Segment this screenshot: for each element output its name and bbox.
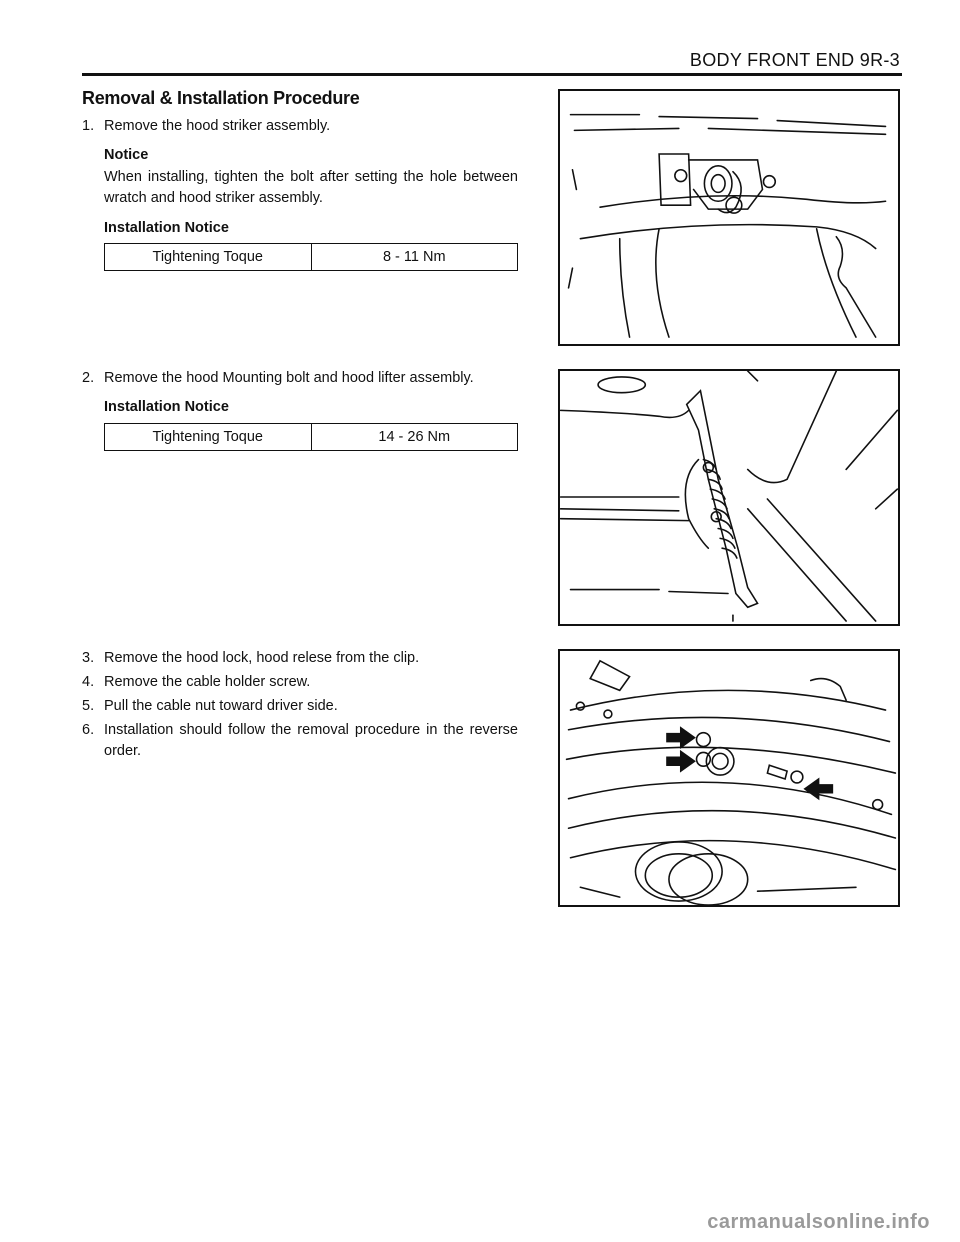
step-2 (82, 368, 518, 389)
installation-notice-label: Installation Notice (104, 220, 229, 236)
step-number: 4. (82, 674, 95, 690)
step-1 (82, 116, 518, 137)
installation-notice-label: Installation Notice (104, 399, 229, 415)
header-rule (82, 73, 902, 76)
step-number: 2. (82, 370, 95, 386)
step-number: 3. (82, 650, 95, 666)
table-row (105, 424, 518, 451)
step-4 (82, 672, 518, 693)
step-text: Pull the cable nut toward driver side. (104, 698, 338, 714)
step-text: Remove the hood Mounting bolt and hood lifter assembly. (104, 370, 474, 386)
spec-label-cell: Tightening Toque (105, 424, 312, 451)
figure-hood-striker (558, 89, 900, 346)
table-row (105, 244, 518, 271)
notice-text: When installing, tighten the bolt after setting the hole between wratch and hood striker assembly. (104, 169, 518, 206)
spec-table (104, 423, 518, 451)
step-5 (82, 696, 518, 717)
step-text: Remove the hood lock, hood relese from the clip. (104, 650, 420, 666)
step-3 (82, 648, 518, 669)
step-text: Installation should follow the removal procedure in the reverse order. (104, 722, 518, 759)
hood-lifter-spring-illustration-icon (560, 371, 898, 624)
figure-hood-lock (558, 649, 900, 907)
step-text: Remove the hood striker assembly. (104, 118, 331, 134)
spec-label-cell: Tightening Toque (105, 244, 312, 271)
spec-value-cell: 8 - 11 Nm (311, 244, 518, 271)
step-number: 5. (82, 698, 95, 714)
hood-striker-illustration-icon (560, 91, 898, 344)
page-header-title: BODY FRONT END 9R-3 (689, 50, 900, 70)
spec-value-cell: 14 - 26 Nm (311, 424, 518, 451)
step-text: Remove the cable holder screw. (104, 674, 311, 690)
step-number: 6. (82, 722, 95, 738)
notice-label: Notice (104, 147, 149, 163)
step-6 (82, 720, 518, 762)
hood-lock-arrows-illustration-icon (560, 651, 898, 905)
step-number: 1. (82, 118, 95, 134)
spec-table (104, 243, 518, 271)
watermark: carmanualsonline.info (707, 1211, 930, 1233)
section-title: Removal & Installation Procedure (82, 88, 360, 108)
figure-hood-lifter (558, 369, 900, 626)
